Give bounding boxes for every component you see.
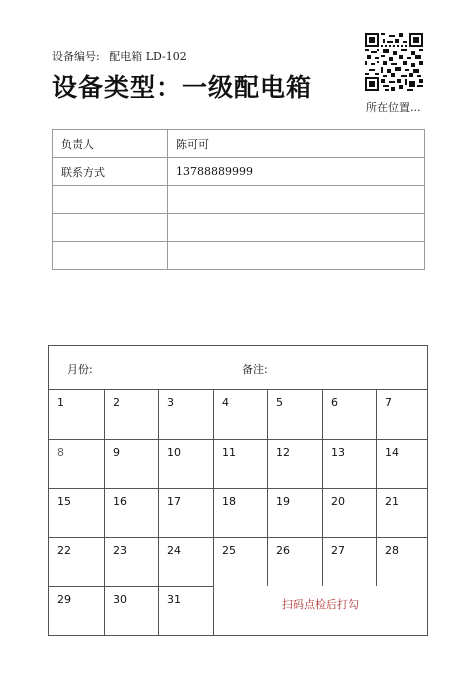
calendar-day-number: 23 [113,544,127,557]
calendar-day-cell[interactable] [376,390,427,439]
calendar-day-number: 22 [57,544,71,557]
calendar-day-cell[interactable] [104,390,158,439]
calendar-day-number: 31 [167,593,181,606]
calendar-day-cell[interactable] [322,390,376,439]
calendar-day-number: 18 [222,495,236,508]
calendar-day-number: 12 [276,446,290,459]
calendar-day-number: 13 [331,446,345,459]
calendar-day-cell[interactable] [376,537,427,586]
calendar-day-number: 25 [222,544,236,557]
qr-code-icon[interactable] [365,33,423,91]
calendar-day-number: 6 [331,396,338,409]
calendar-day-number: 30 [113,593,127,606]
calendar-day-number: 2 [113,396,120,409]
calendar-day-cell[interactable] [158,390,213,439]
calendar-day-cell[interactable] [267,488,322,537]
calendar-day-cell[interactable] [322,537,376,586]
calendar-day-number: 5 [276,396,283,409]
calendar-day-number: 14 [385,446,399,459]
device-number [52,48,187,64]
table-row [53,214,425,242]
table-row [53,130,425,158]
table-value [168,242,425,270]
calendar-day-cell[interactable] [267,439,322,488]
device-number-value: 配电箱 LD-102 [109,50,187,63]
calendar-day-number: 15 [57,495,71,508]
calendar-day-number: 3 [167,396,174,409]
table-key [53,214,168,242]
info-table [52,129,425,270]
page-title: 设备类型：一级配电箱 [52,73,313,102]
calendar-day-number: 29 [57,593,71,606]
calendar-day-cell[interactable] [158,586,213,635]
calendar-day-number: 26 [276,544,290,557]
calendar-day-cell[interactable] [213,537,267,586]
calendar-header [49,346,427,390]
calendar-day-cell[interactable] [158,488,213,537]
table-key: 联系方式 [53,158,168,186]
note-divider [213,586,214,635]
calendar-day-number: 17 [167,495,181,508]
calendar-day-number: 8 [57,446,64,459]
table-key [53,242,168,270]
device-number-label: 设备编号: [52,50,100,63]
table-value: 13788889999 [168,158,425,186]
calendar-day-cell[interactable] [376,488,427,537]
calendar-day-number: 21 [385,495,399,508]
calendar-day-cell[interactable] [104,488,158,537]
calendar-day-cell[interactable] [49,586,104,635]
table-row [53,158,425,186]
calendar-day-cell[interactable] [322,488,376,537]
calendar-day-number: 20 [331,495,345,508]
calendar-day-number: 19 [276,495,290,508]
table-row [53,186,425,214]
calendar-day-number: 9 [113,446,120,459]
calendar-day-number: 4 [222,396,229,409]
calendar-day-cell[interactable] [267,390,322,439]
calendar-day-cell[interactable] [104,537,158,586]
calendar-day-number: 11 [222,446,236,459]
calendar-day-number: 16 [113,495,127,508]
calendar-day-cell[interactable] [104,439,158,488]
calendar-day-number: 27 [331,544,345,557]
calendar-day-number: 28 [385,544,399,557]
calendar-day-cell[interactable] [322,439,376,488]
calendar-day-cell[interactable] [267,537,322,586]
calendar-day-cell[interactable] [49,390,104,439]
month-label: 月份: [67,363,93,376]
calendar-day-number: 10 [167,446,181,459]
calendar-day-number: 7 [385,396,392,409]
table-key [53,186,168,214]
calendar-day-cell[interactable] [158,439,213,488]
calendar-day-cell[interactable] [49,537,104,586]
table-row [53,242,425,270]
calendar-day-number: 1 [57,396,64,409]
calendar-day-cell[interactable] [158,537,213,586]
location-label: 所在位置... [366,101,421,114]
calendar-day-number: 24 [167,544,181,557]
table-value [168,214,425,242]
table-key: 负责人 [53,130,168,158]
remark-label: 备注: [242,363,268,376]
calendar-day-cell[interactable] [104,586,158,635]
table-value [168,186,425,214]
calendar-day-cell[interactable] [213,488,267,537]
calendar-day-cell[interactable] [213,390,267,439]
table-value: 陈可可 [168,130,425,158]
calendar-day-cell[interactable] [49,439,104,488]
calendar-day-cell[interactable] [213,439,267,488]
calendar-day-cell[interactable] [376,439,427,488]
inspection-calendar [48,345,428,636]
calendar-day-cell[interactable] [49,488,104,537]
scan-note: 扫码点检后打勾 [282,598,359,611]
